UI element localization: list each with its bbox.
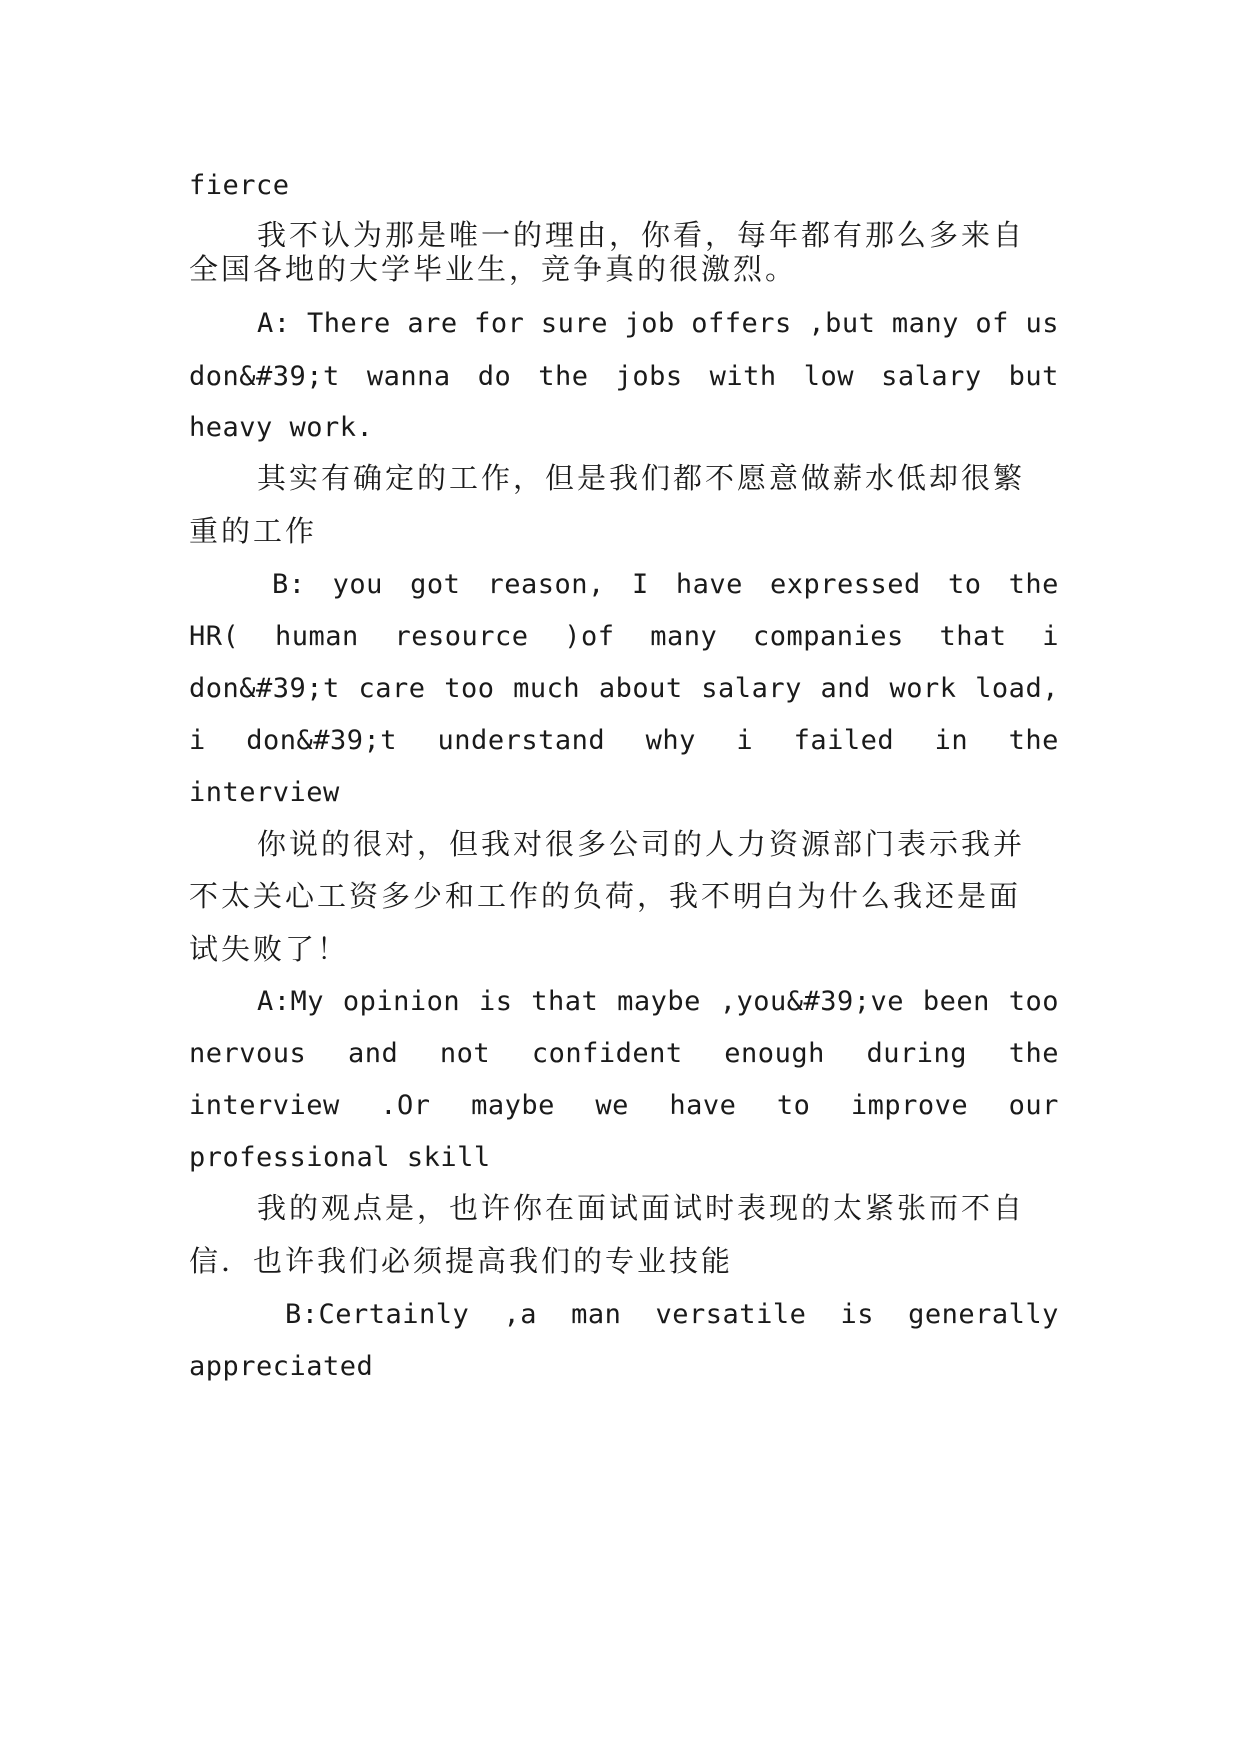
text-line: 全国各地的大学毕业生，竞争真的很激烈。	[189, 252, 798, 286]
word: why	[645, 725, 696, 756]
word: to	[776, 1090, 811, 1121]
text-line: heavy work.	[189, 412, 374, 443]
text-line: fierce	[189, 170, 290, 201]
text-line	[189, 617, 1059, 657]
word: that	[939, 621, 1007, 652]
text-line: 我的观点是，也许你在面试面试时表现的太紧张而不自	[257, 1191, 1026, 1225]
word: during	[866, 1038, 968, 1069]
word: in	[934, 725, 969, 756]
word: salary	[701, 673, 802, 704]
text-line: 你说的很对，但我对很多公司的人力资源部门表示我并	[257, 827, 1026, 861]
word: of	[975, 308, 1009, 339]
word: There	[307, 308, 391, 339]
word: is	[840, 1299, 874, 1330]
text-line: 不太关心工资多少和工作的负荷，我不明白为什么我还是面	[189, 879, 1022, 913]
word: us	[1025, 308, 1059, 339]
word: and	[347, 1038, 399, 1069]
word: generally	[908, 1299, 1059, 1330]
text-line	[189, 1034, 1059, 1074]
word: care	[358, 673, 426, 704]
word: improve	[850, 1090, 969, 1121]
word: companies	[752, 621, 904, 652]
word: offers	[691, 308, 792, 339]
text-line: interview	[189, 777, 340, 808]
word: we	[595, 1090, 629, 1121]
word: wanna	[366, 361, 451, 392]
word: nervous	[189, 1038, 307, 1069]
text-line	[189, 1086, 1059, 1126]
word: i	[736, 725, 754, 756]
word: that	[531, 986, 599, 1017]
word: resource	[394, 621, 529, 652]
word: job	[624, 308, 675, 339]
text-line: 重的工作	[189, 514, 318, 548]
word: enough	[724, 1038, 825, 1069]
word: is	[478, 986, 513, 1017]
word: are	[407, 308, 458, 339]
word: the	[538, 361, 589, 392]
word: opinion	[342, 986, 461, 1017]
word: too	[444, 673, 495, 704]
text-line	[272, 565, 1059, 605]
text-line: 试失败了！	[189, 932, 350, 966]
word: i	[1042, 621, 1059, 652]
text-line: professional skill	[189, 1142, 491, 1173]
text-line	[257, 982, 1059, 1022]
word: human	[274, 621, 359, 652]
word: A:My	[257, 986, 325, 1017]
word: to	[947, 569, 982, 600]
word: load,	[975, 673, 1059, 704]
word: expressed	[770, 569, 921, 600]
word: many	[650, 621, 718, 652]
word: ,a	[503, 1299, 537, 1330]
text-line	[285, 1295, 1059, 1335]
word: have	[675, 569, 743, 600]
word: jobs	[615, 361, 683, 392]
word: the	[1008, 725, 1059, 756]
word: the	[1008, 1038, 1059, 1069]
word: you	[332, 569, 383, 600]
word: I	[631, 569, 649, 600]
word: confident	[531, 1038, 683, 1069]
word: salary	[881, 361, 982, 392]
text-line: appreciated	[189, 1351, 374, 1382]
text-line	[189, 721, 1059, 761]
word: been	[922, 986, 990, 1017]
text-line: 其实有确定的工作，但是我们都不愿意做薪水低却很繁	[257, 461, 1026, 495]
word: man	[571, 1299, 622, 1330]
word: i	[189, 725, 206, 756]
word: with	[709, 361, 777, 392]
text-line	[189, 669, 1059, 709]
word: too	[1008, 986, 1059, 1017]
word: many	[891, 308, 959, 339]
text-line: 信．也许我们必须提高我们的专业技能	[189, 1244, 734, 1278]
word: much	[513, 673, 581, 704]
word: maybe	[471, 1090, 555, 1121]
word: got	[410, 569, 461, 600]
word: have	[669, 1090, 737, 1121]
word: reason,	[487, 569, 605, 600]
word: do	[477, 361, 512, 392]
word: but	[1008, 361, 1059, 392]
word: )of	[564, 621, 615, 652]
word: ,but	[808, 308, 876, 339]
word: A:	[257, 308, 291, 339]
word: low	[803, 361, 855, 392]
word: don&#39;t	[189, 361, 340, 392]
word: interview	[189, 1090, 340, 1121]
word: understand	[437, 725, 606, 756]
word: sure	[540, 308, 608, 339]
word: about	[598, 673, 683, 704]
word: for	[474, 308, 525, 339]
word: maybe	[617, 986, 701, 1017]
text-line	[189, 357, 1059, 397]
text-line: 我不认为那是唯一的理由，你看，每年都有那么多来自	[257, 218, 1026, 252]
word: .Or	[380, 1090, 431, 1121]
word: don&#39;t	[189, 673, 340, 704]
word: ,you&#39;ve	[719, 986, 905, 1017]
word: not	[439, 1038, 491, 1069]
word: and	[820, 673, 871, 704]
word: HR(	[189, 621, 240, 652]
word: versatile	[655, 1299, 807, 1330]
word: the	[1008, 569, 1059, 600]
word: don&#39;t	[246, 725, 398, 756]
word: B:Certainly	[285, 1299, 470, 1330]
word: B:	[272, 569, 306, 600]
word: our	[1008, 1090, 1059, 1121]
text-line	[257, 304, 1059, 344]
word: work	[889, 673, 957, 704]
word: failed	[793, 725, 895, 756]
